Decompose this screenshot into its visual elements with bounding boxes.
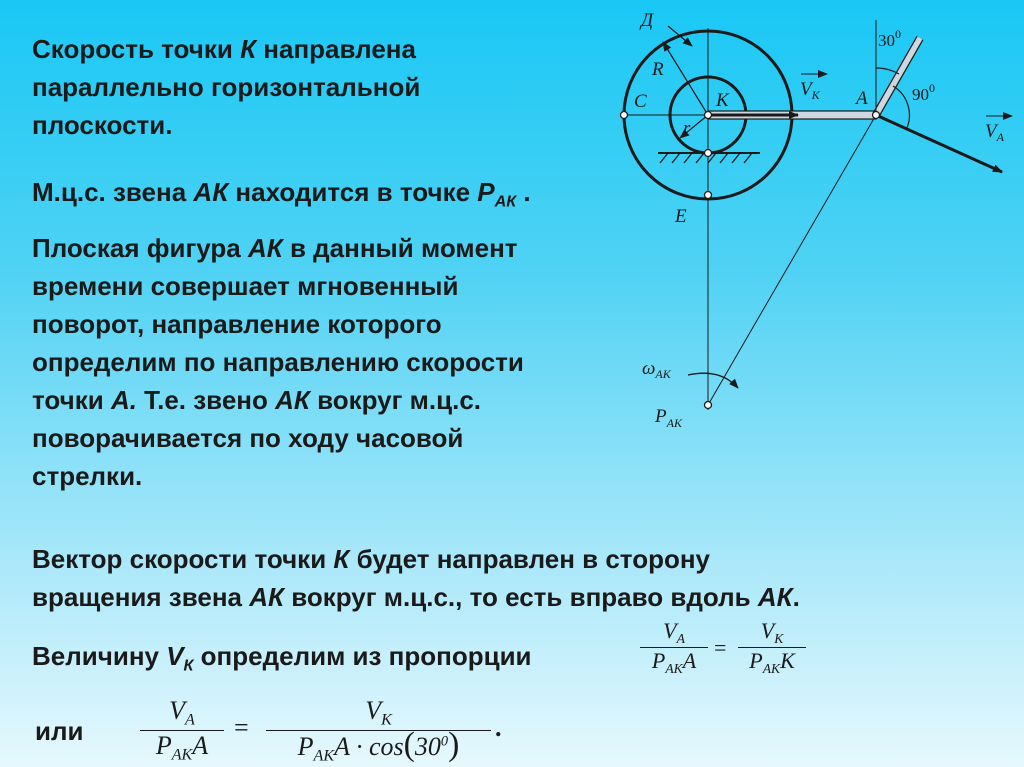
word-or: или [35,716,84,746]
point-A [873,112,880,119]
label-angle-90: $90^0$ [912,81,935,104]
f2-left-den: $P_{АК}A$ [155,730,209,764]
point-contact [705,150,712,157]
label-angle-30: $30^0$ [878,27,901,50]
paragraph-vk-vector [32,540,800,616]
label-VA [985,116,1012,144]
point-E [705,192,712,199]
p3-line-7: стрелки. [32,461,143,491]
paragraph-vk-magnitude: Величину $V_К$ определим из пропорции [32,641,532,675]
label-K: К [716,90,729,111]
paragraph-instant-center: М.ц.с. звена АК находится в точке $P_{АК}$ . [32,177,531,211]
velocity-VA-arrow [876,115,1002,172]
p3-line-3: поворот, направление которого [32,309,442,339]
f2-right-num: $V_К$ [365,696,392,729]
p3-line-5: точки А. Т.е. звено АК вокруг м.ц.с. [32,385,482,415]
svg-text:VК: $V_К$ [800,79,820,102]
label-E: Е [675,206,687,227]
f1-right-num: $V_К$ [760,618,784,646]
p1-line-2: параллельно горизонтальной [32,72,421,102]
f2-left-fraction [140,696,224,764]
label-A: А [856,88,868,109]
p3-line-2: времени совершает мгновенный [32,271,459,301]
label-R: R [652,59,664,80]
f2-period: . [495,713,502,742]
label-P: $P_{АК}$ [655,406,682,430]
f2-equals: = [234,713,249,742]
line-A-to-P [708,115,876,405]
paragraph-rotation [32,229,524,495]
label-D: Д [641,10,654,31]
f2-left-num: $V_A$ [169,696,195,729]
paragraph-velocity-direction [32,30,420,144]
point-P [705,402,712,409]
point-D-arrow [668,26,692,46]
p3-line-6: поворачивается по ходу часовой [32,423,464,453]
f1-equals: = [714,635,727,660]
f1-left-fraction [640,618,708,677]
point-C [621,112,628,119]
f2-right-den: $P_{АК}A \cdot \cos(30^0)$ [297,725,460,765]
label-C: С [634,91,647,112]
p1-line-1: Скорость точки К направлена [32,34,416,64]
label-omega: $\omega_{АК}$ [642,358,671,381]
p3-line-4: определим по направлению скорости [32,347,524,377]
f1-right-fraction [738,618,806,677]
label-VK [800,74,827,102]
p4-line-2: вращения звена АК вокруг м.ц.с., то есть вправо вдоль АК. [32,582,800,612]
label-r: r [683,118,691,139]
point-K [705,112,712,119]
p4-line-1: Вектор скорости точки К будет направлен в сторону [32,544,711,574]
p1-line-3: плоскости. [32,110,173,140]
f1-right-den: $P_{АК}К$ [749,647,795,676]
omega-rotation-arrow [688,373,738,388]
p3-line-1: Плоская фигура АК в данный момент [32,233,518,263]
svg-text:VA: $V_A$ [985,121,1004,144]
f2-right-fraction [266,696,491,765]
f1-left-den: $P_{АК}A$ [651,647,697,676]
f1-left-num: $V_A$ [663,618,685,646]
